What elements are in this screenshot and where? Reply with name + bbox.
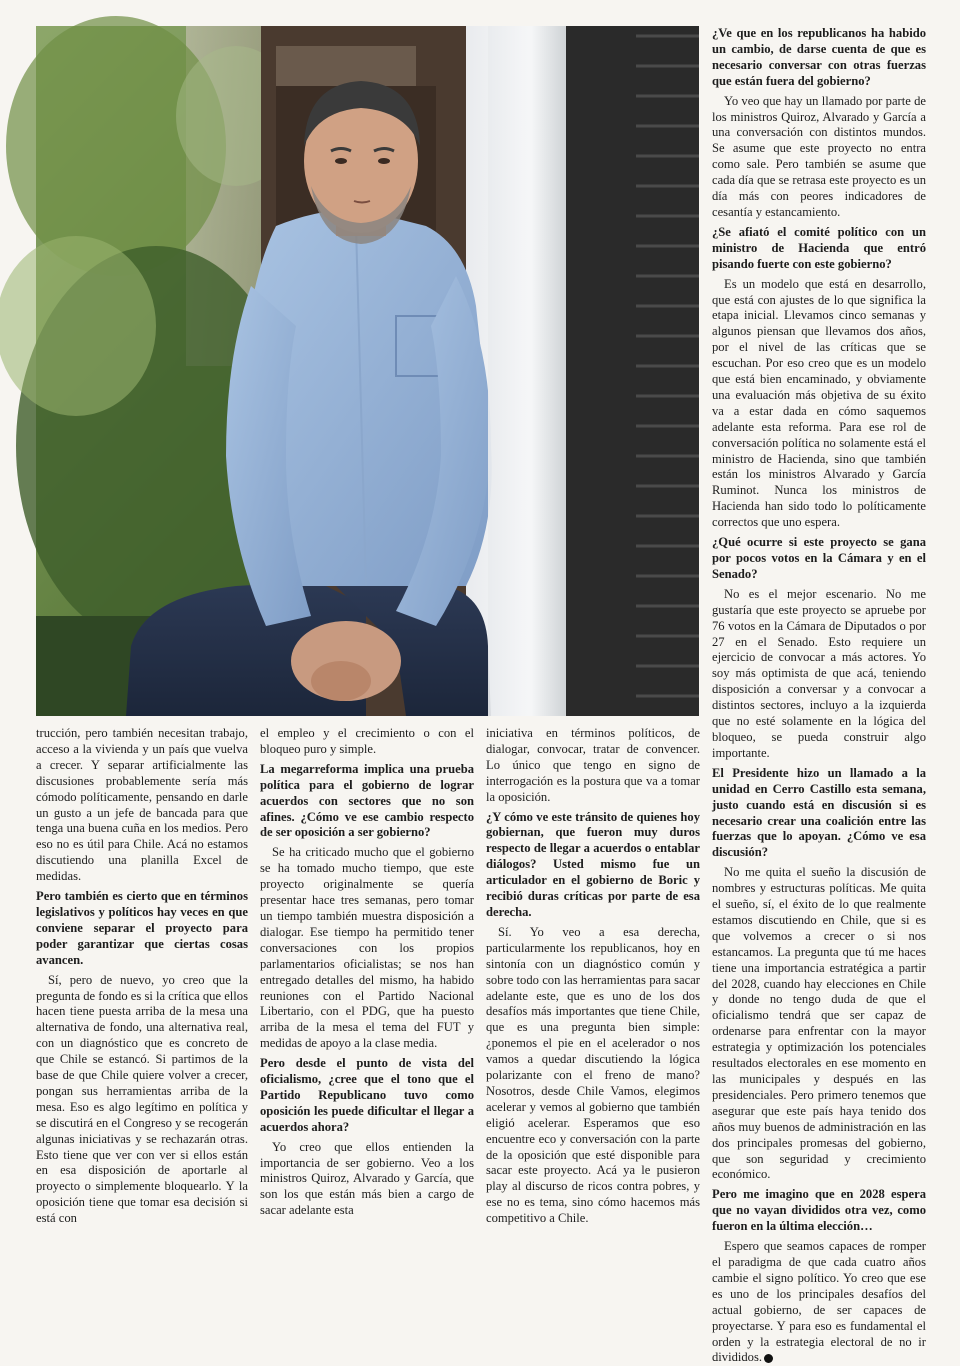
answer-paragraph: No me quita el sueño la discusión de nombres y estructuras políticas. Me quita el sueño, sí, el éxito de lo que realmente estamos discutiendo en Chile, que si es que volvemos a crecer o si nos estancamos. La pregunta que tú me haces tiene una importancia estratégica a partir del 2028, cuando hay elecciones en Chile y donde no tengo duda de que el oficialismo tendrá que ser capaz de ordenarse para enfrentar con la mayor estrategia y optimización los potenciales resultados electorales en ese momento en las municipales y después en las presidenciales. Pero primero tenemos que asegurar que este país haya tenido dos años muy buenos de administración en las dos principales promesas del gobierno, que son seguridad y crecimiento económico. [712, 865, 926, 1182]
answer-paragraph: Es un modelo que está en desarrollo, que está con ajustes de lo que significa la etapa inicial. Llevamos cinco semanas y algunos piensan que llevamos dos años, por el nivel de las críticas que se escuchan. Por eso creo que es un modelo que está bien encaminado, y obviamente una evaluación más objetiva de su éxito va a estar dada en cómo saquemos adelante esta reforma. Para ese rol de conversación política no solamente está el ministro de Hacienda, sino que también están los ministros Alvarado y García Ruminot. Nunca los ministros de Hacienda han sido todo lo políticamente correctos que uno espera. [712, 276, 926, 530]
question-paragraph: Pero también es cierto que en términos legislativos y políticos hay veces en que conviene separar el proyecto para poder garantizar que ciertas cosas avancen. [36, 889, 248, 967]
answer-paragraph: el empleo y el crecimiento o con el bloqueo puro y simple. [260, 726, 474, 756]
answer-paragraph: iniciativa en términos políticos, de dialogar, convocar, tratar de convencer. Lo único que tengo en signo de interrogación es la postura que va a tomar la oposición. [486, 726, 700, 804]
answer-paragraph: Yo creo que ellos entienden la importancia de ser gobierno. Veo a los ministros Quiroz, Alvarado y García, que son los que están más bien a cargo de sacar adelante esta [260, 1139, 474, 1218]
photo-illustration [36, 26, 699, 716]
interview-photo [36, 26, 699, 716]
column-1 [36, 726, 248, 1226]
answer-paragraph: Yo veo que hay un llamado por parte de los ministros Quiroz, Alvarado y García a una conversación con distintos mundos. Se asume que este proyecto no entra como sale. Pero también se asume que cada día que se retrasa este proyecto es un día más con peores indicadores de cesantía y estancamiento. [712, 93, 926, 219]
question-paragraph: ¿Y cómo ve este tránsito de quienes hoy gobiernan, que fueron muy duros respecto de llegar a acuerdos o entablar diálogos? Usted mismo fue un articulador en el gobierno de Boric y recibió duras críticas por parte de esa derecha. [486, 809, 700, 919]
question-paragraph: El Presidente hizo un llamado a la unidad en Cerro Castillo esta semana, justo cuando está en discusión si es necesario crear una coalición entre las fuerzas que lo apoyan. ¿Cómo ve esa discusión? [712, 765, 926, 860]
question-paragraph: Pero me imagino que en 2028 espera que no vayan divididos otra vez, como fueron en la última elección… [712, 1187, 926, 1234]
column-3 [486, 726, 700, 1226]
end-of-article-mark [764, 1354, 773, 1363]
answer-paragraph: trucción, pero también necesitan trabajo, acceso a la vivienda y un país que vuelva a crecer. Y separar artificialmente las discusiones probablemente sería más cómodo políticamente, pensando en darle un gusto a un jefe de bancada para que tenga una buena cuña en los medios. Pero eso no es útil para Chile. Acá no estamos discutiendo una planilla Excel de medidas. [36, 726, 248, 884]
column-right [712, 24, 926, 1365]
answer-paragraph: No es el mejor escenario. No me gustaría que este proyecto se apruebe por 76 votos en la Cámara de Diputados o por 27 en el Senado. Esto requiere un ejercicio de convocar a más actores. Yo soy más optimista de que acá, teniendo disposición a conversar y a convocar a distintos sectores, incluyo a la izquierda que no esté solamente en la lógica del bloqueo, se pueda construir algo importante. [712, 586, 926, 760]
question-paragraph: La megarreforma implica una prueba política para el gobierno de lograr acuerdos con sectores que no son afines. ¿Cómo ve ese cambio respecto de ser oposición a ser gobierno? [260, 761, 474, 840]
question-paragraph: ¿Se afiató el comité político con un ministro de Hacienda que entró pisando fuerte con este gobierno? [712, 224, 926, 271]
question-paragraph: ¿Ve que en los republicanos ha habido un cambio, de darse cuenta de que es necesario conversar con otras fuerzas que están fuera del gobierno? [712, 26, 926, 88]
column-2 [260, 726, 474, 1218]
answer-paragraph: Espero que seamos capaces de romper el paradigma de que cada cuatro años cambie el signo político. Yo creo que ese es uno de los principales desafíos del actual gobierno, de ser capaces de proyectarse. Y para eso es fundamental el orden y la estrategia electoral de no ir divididos. [712, 1239, 926, 1365]
answer-paragraph: Se ha criticado mucho que el gobierno se ha tomado mucho tiempo, que este proyecto originalmente se quería presentar hace tres semanas, pero tomar un tiempo también muestra disposición a dialogar. Ese tiempo ha permitido tener conversaciones con los propios parlamentarios oficialistas; se nos han entregado detalles del mismo, ha habido reuniones con el Partido Nacional Libertario, con el PDG, que ha puesto arriba de la mesa el tema del FUT y medidas de apoyo a la clase media. [260, 845, 474, 1051]
question-paragraph: Pero desde el punto de vista del oficialismo, ¿cree que el tono que el Partido Republicano tuvo como oposición les puede dificultar el llegar a acuerdos ahora? [260, 1056, 474, 1134]
answer-paragraph: Sí, pero de nuevo, yo creo que la pregunta de fondo es si la crítica que ellos hacen tiene puesta arriba de la mesa una alternativa de fondo, una alternativa real, con un diagnóstico que es concreto de que Chile se estancó. Si partimos de la base de que Chile quiere volver a crecer, pongan sus herramientas arriba de la mesa. Eso es algo legítimo en política y se discutirá en el Congreso y se recogerán algunas iniciativas y se rechazarán otras. Esto tiene que ver con ver si ellos están en esa disposición de aportarle al proyecto o simplemente bloquearlo. Y la oposición tiene que tomar esa decisión si está con [36, 972, 248, 1226]
answer-paragraph: Sí. Yo veo a esa derecha, particularmente los republicanos, hoy en sintonía con un diagnóstico común y sobre todo con las herramientas para sacar adelante este, que es uno de los dos desafíos más importantes que tiene Chile, que es una pregunta bien simple: ¿ponemos el pie en el acelerador o nos vamos a quedar discutiendo la lógica polarizante con el freno de mano? Nosotros, desde Chile Vamos, elegimos acelerar y vemos al gobierno que también eligió acelerar. Esperamos que eso encuentre eco y conversación con la parte de la oposición que esté disponible para sacar este proyecto. Acá ya le pusieron play al discurso de ricos contra pobres, y ese no es tema, sino cómo hacemos más competitivo a Chile. [486, 924, 700, 1226]
question-paragraph: ¿Qué ocurre si este proyecto se gana por pocos votos en la Cámara y en el Senado? [712, 535, 926, 581]
